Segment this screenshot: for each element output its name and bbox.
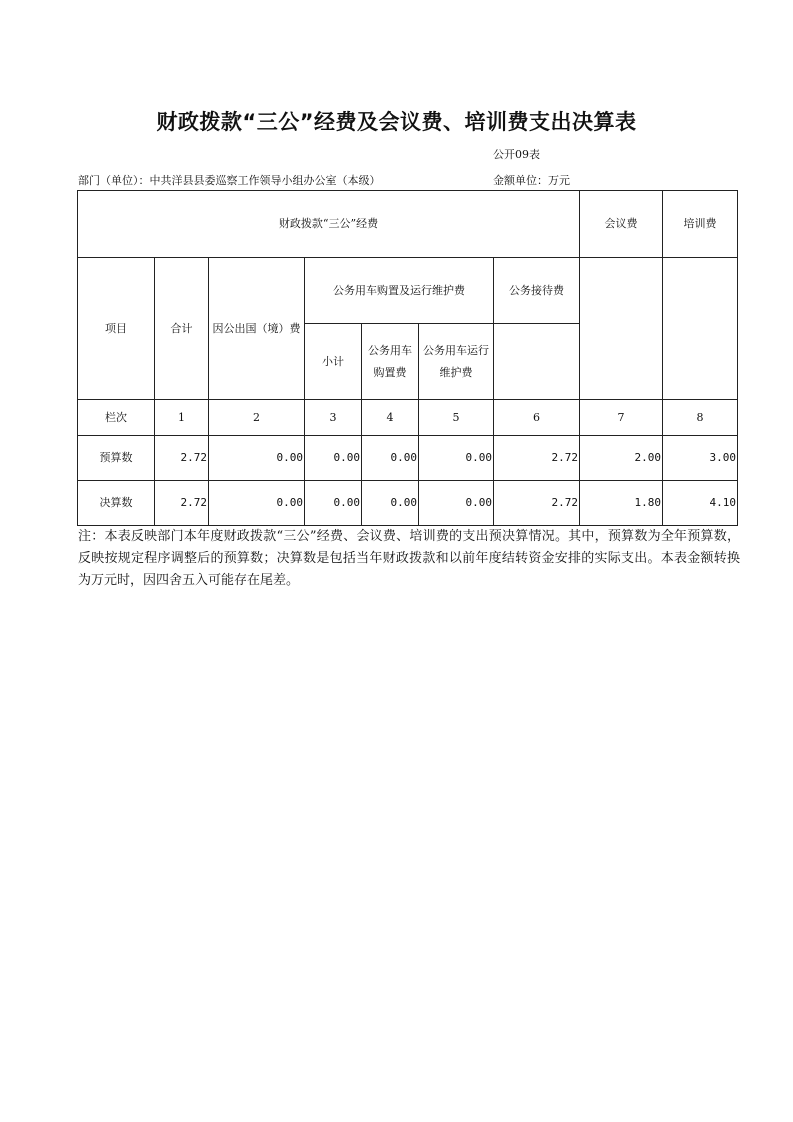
form-code: 公开09表 <box>493 148 540 161</box>
header-training-blank <box>663 258 738 400</box>
header-row-1 <box>78 191 738 258</box>
table-cell: 2.72 <box>155 436 209 481</box>
expenditure-table <box>77 190 738 526</box>
page-title: 财政拨款“三公”经费及会议费、培训费支出决算表 <box>156 110 637 134</box>
table-cell: 4.10 <box>663 481 738 526</box>
header-vehicle-operation: 公务用车运行维护费 <box>419 324 494 400</box>
column-number: 7 <box>580 400 663 436</box>
table-cell: 1.80 <box>580 481 663 526</box>
header-reception: 公务接待费 <box>494 258 580 324</box>
table-cell: 3.00 <box>663 436 738 481</box>
table-row-budget <box>78 436 738 481</box>
column-number: 8 <box>663 400 738 436</box>
column-number: 6 <box>494 400 580 436</box>
column-number: 1 <box>155 400 209 436</box>
header-subtotal: 小计 <box>305 324 362 400</box>
header-total: 合计 <box>155 258 209 400</box>
table-cell: 0.00 <box>209 436 305 481</box>
table-cell: 0.00 <box>362 481 419 526</box>
table-row-actual <box>78 481 738 526</box>
header-item: 项目 <box>78 258 155 400</box>
column-number: 2 <box>209 400 305 436</box>
column-number-row <box>78 400 738 436</box>
header-vehicle: 公务用车购置及运行维护费 <box>305 258 494 324</box>
column-number: 5 <box>419 400 494 436</box>
header-row-2 <box>78 258 738 324</box>
header-meeting: 会议费 <box>580 191 663 258</box>
table-cell: 0.00 <box>362 436 419 481</box>
header-reception-blank <box>494 324 580 400</box>
column-number: 4 <box>362 400 419 436</box>
table-cell: 2.72 <box>494 481 580 526</box>
row-label-actual: 决算数 <box>78 481 155 526</box>
table-cell: 0.00 <box>305 481 362 526</box>
table-cell: 0.00 <box>209 481 305 526</box>
table-cell: 0.00 <box>419 436 494 481</box>
header-training: 培训费 <box>663 191 738 258</box>
header-vehicle-purchase: 公务用车购置费 <box>362 324 419 400</box>
table-cell: 2.00 <box>580 436 663 481</box>
column-number-label: 栏次 <box>78 400 155 436</box>
department-label: 部门（单位）：中共洋县县委巡察工作领导小组办公室（本级） <box>78 174 381 187</box>
table-cell: 2.72 <box>494 436 580 481</box>
footnote: 注：本表反映部门本年度财政拨款“三公”经费、会议费、培训费的支出预决算情况。其中，预算数为全年预算数，反映按规定程序调整后的预算数；决算数是包括当年财政拨款和以前年度结转资金安排的实际支出。本表金额转换为万元时，因四舍五入可能存在尾差。 <box>78 529 740 588</box>
table-cell: 0.00 <box>305 436 362 481</box>
column-number: 3 <box>305 400 362 436</box>
table-cell: 0.00 <box>419 481 494 526</box>
header-three-public: 财政拨款“三公”经费 <box>78 191 580 258</box>
table-cell: 2.72 <box>155 481 209 526</box>
amount-unit-label: 金额单位：万元 <box>493 174 570 187</box>
row-label-budget: 预算数 <box>78 436 155 481</box>
header-meeting-blank <box>580 258 663 400</box>
header-abroad: 因公出国（境）费 <box>209 258 305 400</box>
